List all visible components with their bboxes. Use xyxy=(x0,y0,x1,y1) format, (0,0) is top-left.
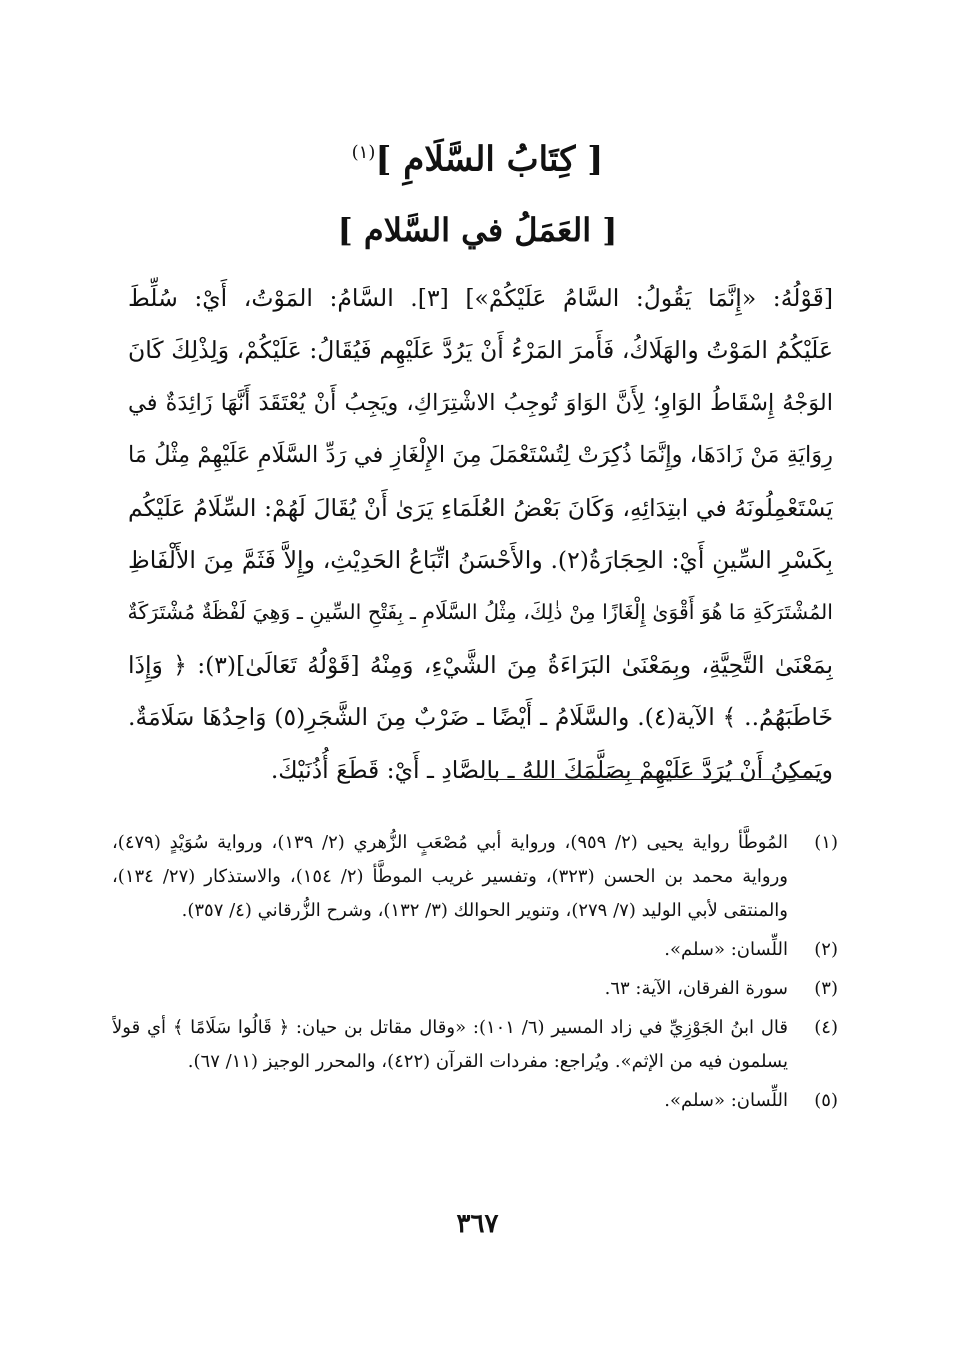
footnote-line: اللِّسان: «سلم». xyxy=(664,939,788,960)
footnote-4 xyxy=(112,1011,838,1079)
footnote-number: (٤) xyxy=(814,1017,838,1038)
page-number: ٣٦٧ xyxy=(456,1209,499,1239)
text-line: عَلَيْكُمُ المَوْتُ والهَلَاكُ، فَأَمرَ المَرْءُ أَنْ يَرُدَّ عَلَيْهِم فَيُقَالُ: عَلَيْكُمْ، وَلِذْلِكَ كَانَ xyxy=(128,336,833,365)
footnote-line: اللِّسان: «سلم». xyxy=(664,1090,788,1111)
text-line: ويَمكِنُ أَنْ يُرَدَّ عَلَيْهِمْ بِصَلَّمَكَ اللهُ ـ بالصَّادِ ـ أَيْ: قَطَعَ أُذُنَيْكَ. xyxy=(270,755,833,784)
chapter-title-text: [ كِتَابُ السَّلَامِ ] xyxy=(375,139,604,180)
chapter-title xyxy=(0,128,955,184)
footnote-number: (٢) xyxy=(814,939,838,960)
footnote-line: يسلمون فيه من الإثم». ويُراجع: مفردات القرآن (٤٢٢)، والمحرر الوجيز (١١/ ٦٧). xyxy=(187,1051,788,1072)
text-line: الوَجْهُ إِسْقَاطُ الوَاوِ؛ لِأَنَّ الوَاوَ تُوجِبُ الاشْتِرَاكِ، ويَجِبُ أَنْ يُعْتَقَدَ أَنَّهَا زَائِدَةٌ في xyxy=(128,389,833,416)
footnote-line: سورة الفرقان، الآية: ٦٣. xyxy=(604,978,788,999)
text-line: [قَوْلُهُ: «إِنَّمَا يَقُولُ: السَّامُ عَلَيْكُمْ»] [٣]. السَّامُ: المَوْتُ، أَيْ: سُلِّطَ xyxy=(128,284,833,312)
text-line: المُشْتَرَكَةِ مَا هُوَ أَقْوَىٰ إِلْغَازًا مِنْ ذٰلِكَ، مِثْلُ السَّلَامِ ـ بِفَتْحِ السِّينِ ـ وَهِيَ لَفْظَةٌ مُشْتَرَكَةٌ xyxy=(128,600,833,625)
footnote-line: والمنتقى لأبي الوليد (٧/ ٢٧٩)، وتنوير الحوالك (٣/ ١٣٢)، وشرح الزُّرقاني (٤/ ٣٥٧). xyxy=(181,900,788,921)
footnote-number: (٣) xyxy=(814,978,838,999)
footnote-5 xyxy=(112,1084,838,1118)
footnote-line: ورواية محمد بن الحسن (٣٢٣)، وتفسير غريب الموطَّأ (٢/ ١٥٤)، والاستذكار (٢٧/ ١٣٤)، xyxy=(112,866,788,887)
section-title: [ العَمَلُ في السَّلام ] xyxy=(337,211,618,249)
footnote-line: المُوطَّأ رواية يحيى (٢/ ٩٥٩)، ورواية أبي مُصْعَبٍ الزُّهري (٢/ ١٣٩)، ورواية سُوَيْدٍ (٤٧٩)، xyxy=(112,832,788,853)
footnote-3 xyxy=(112,972,838,1006)
text-line: خَاطَبَهُمُ.. ﴾ الآية(٤). والسَّلَامُ ـ أَيْضًا ـ ضَرْبٌ مِنَ الشَّجَرِ(٥) وَاحِدُهَا سَلَامَةٌ. xyxy=(128,703,833,732)
footnote-number: (٥) xyxy=(814,1090,838,1111)
footnote-2 xyxy=(112,933,838,967)
footnote-line: قال ابنُ الجَوْزِيِّ في زاد المسير (٦/ ١٠١): «وقال مقاتل بن حيان: ﴿ قَالُوا سَلَامًا ﴾ أي قولاً xyxy=(112,1017,788,1038)
text-line: رِوَايَةِ مَنْ زَادَهَا، وإِنَّمَا ذُكِرَتْ لِتُسْتَعْمَلَ مِنَ الإِلْغَازِ في رَدِّ السَّلَامِ عَلَيْهِمْ مِثْلُ مَا xyxy=(128,442,833,469)
text-line: بِمَعْنَىٰ التَّحِيَّةِ، وبِمَعْنَىٰ البَرَاءَةُ مِنَ الشَّيْءِ، وَمِنْهُ [قَوْلُهُ تَعَالَىٰ](٣): ﴿ وَإِذَا xyxy=(128,650,833,679)
text-line: بِكَسْرِ السِّينِ أَيْ: الحِجَارَةُ(٢). والأَحْسَنُ اتِّبَاعُ الحَدِيْثِ، وإِلاَّ فَثَمَّ مِنَ الأَلْفَاظِ xyxy=(128,545,833,574)
footnote-number: (١) xyxy=(814,832,838,853)
main-text xyxy=(128,272,833,796)
footnote-divider xyxy=(484,779,822,780)
text-line: يَسْتَعْمِلُونَهُ في ابتِدَائِهِ، وَكَانَ بَعْضُ العُلَمَاءِ يَرَىٰ أَنْ يُقَالَ لَهُمْ: السِّلَامُ عَلَيْكُم xyxy=(128,493,833,522)
chapter-title-footnote-ref: (١) xyxy=(351,142,376,163)
footnote-1 xyxy=(112,826,838,928)
footnotes xyxy=(112,826,838,1123)
